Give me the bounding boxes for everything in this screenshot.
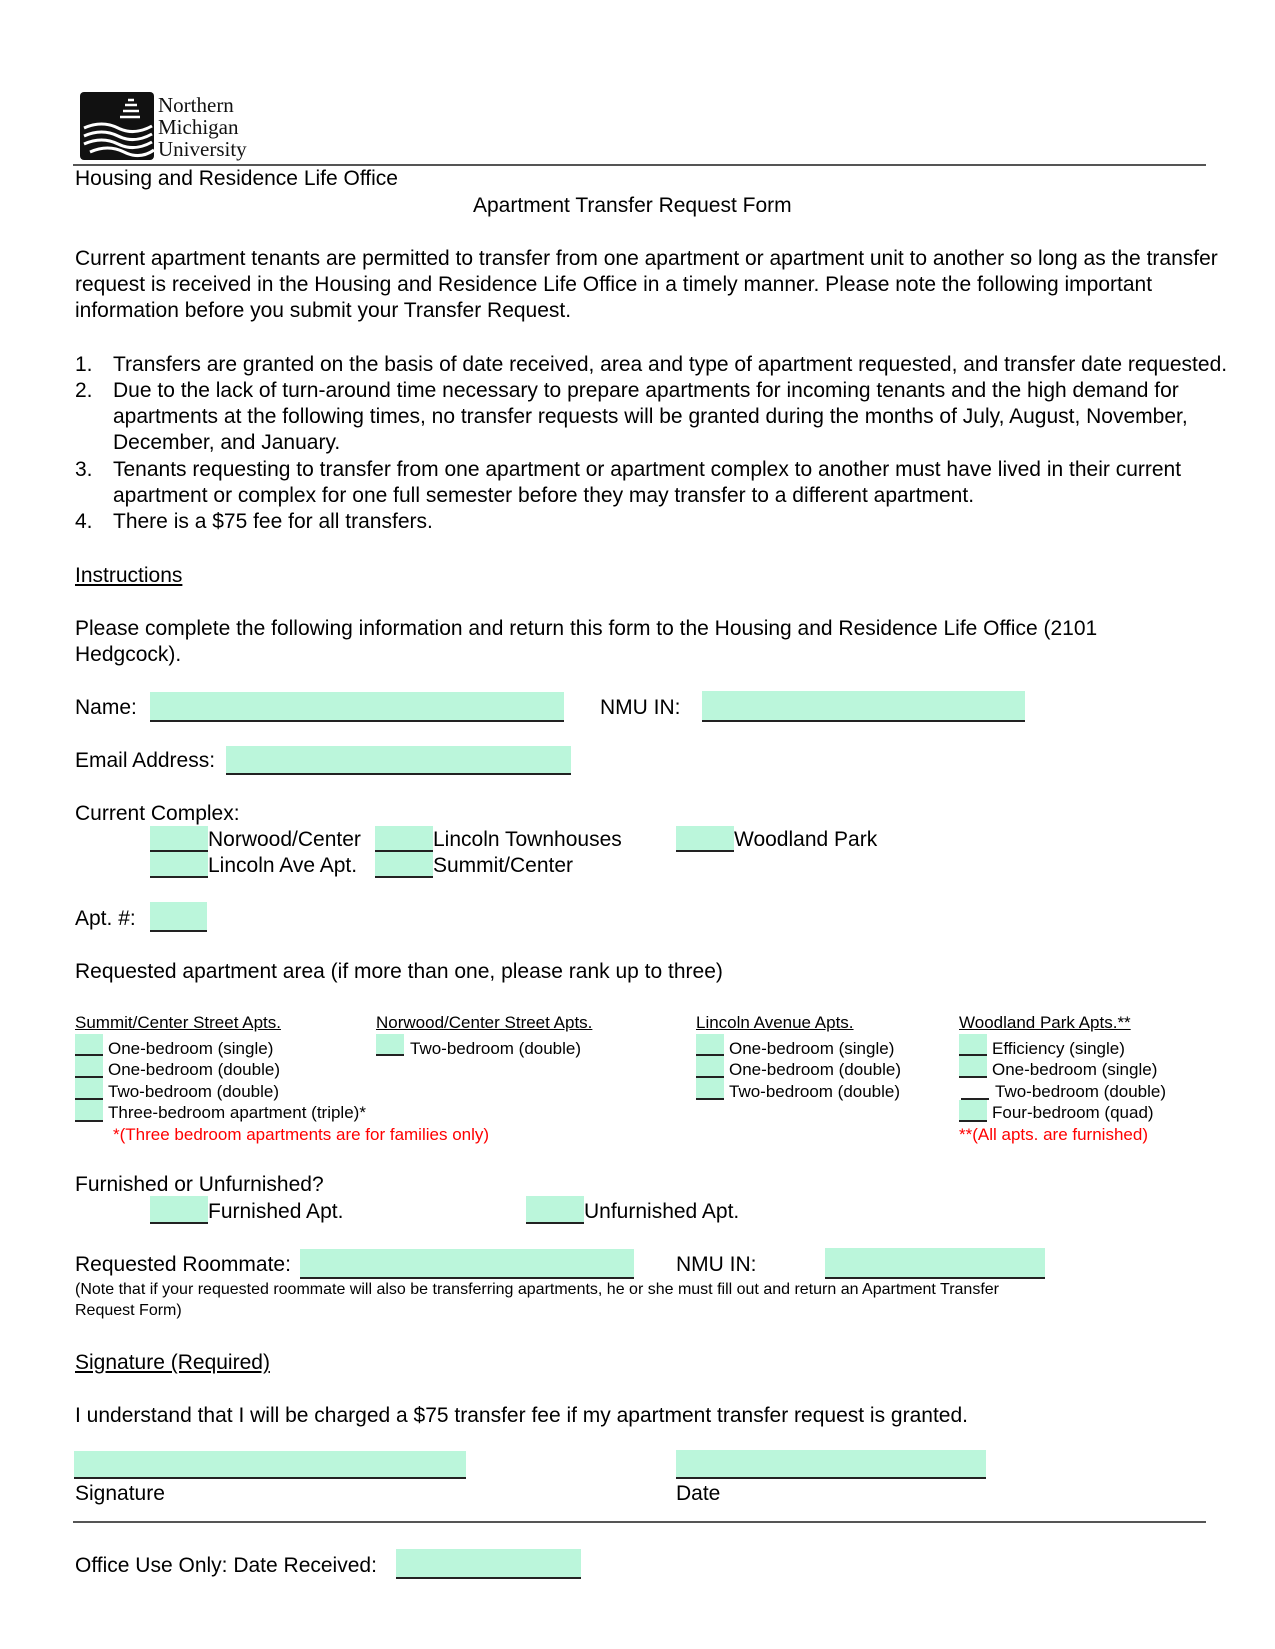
option-blank[interactable]	[75, 1078, 103, 1100]
complex-lincoln-townhouses-blank[interactable]	[375, 826, 433, 852]
option-label: One-bedroom (double)	[729, 1060, 901, 1079]
office-name: Housing and Residence Life Office	[75, 167, 398, 190]
complex-norwood-blank[interactable]	[150, 826, 208, 852]
current-complex-label: Current Complex:	[75, 802, 240, 825]
unfurnished-blank[interactable]	[526, 1196, 584, 1224]
option-blank[interactable]	[959, 1100, 987, 1122]
complex-option-label: Summit/Center	[433, 854, 574, 877]
signature-input[interactable]	[74, 1451, 466, 1479]
rule-text: December, and January.	[113, 431, 341, 454]
option-label: Two-bedroom (double)	[108, 1082, 280, 1101]
option-blank[interactable]	[75, 1034, 103, 1056]
option-label: Efficiency (single)	[992, 1039, 1125, 1058]
rule-text: apartment or complex for one full semester before they may transfer to a different apartment.	[113, 484, 975, 507]
apt-number-input[interactable]	[150, 902, 207, 932]
roommate-nmu-in-label: NMU IN:	[676, 1253, 757, 1276]
complex-lincoln-ave-blank[interactable]	[150, 852, 208, 878]
option-blank[interactable]	[376, 1034, 404, 1056]
option-label: One-bedroom (single)	[729, 1039, 895, 1058]
families-only-note: *(Three bedroom apartments are for families only)	[113, 1125, 490, 1144]
instructions-heading: Instructions	[75, 564, 183, 587]
name-input[interactable]	[150, 692, 564, 722]
rule-text: Due to the lack of turn-around time necessary to prepare apartments for incoming tenants and the high demand for	[113, 379, 1179, 402]
rule-text: Transfers are granted on the basis of date received, area and type of apartment requested, and transfer date requested.	[113, 353, 1228, 376]
option-label: One-bedroom (single)	[108, 1039, 274, 1058]
option-blank[interactable]	[696, 1078, 724, 1100]
signature-heading: Signature (Required)	[75, 1351, 270, 1374]
nmu-in-label: NMU IN:	[600, 696, 681, 719]
nmu-in-input[interactable]	[702, 691, 1025, 722]
intro-line: Current apartment tenants are permitted to transfer from one apartment or apartment unit to another so long as the transfer	[75, 247, 1218, 270]
office-use-label: Office Use Only: Date Received:	[75, 1554, 377, 1577]
furnished-blank[interactable]	[150, 1196, 208, 1224]
logo-line: University	[158, 137, 247, 161]
option-blank[interactable]	[961, 1078, 989, 1100]
rule-number: 4.	[75, 510, 93, 533]
all-furnished-note: **(All apts. are furnished)	[959, 1125, 1148, 1144]
intro-line: information before you submit your Transfer Request.	[75, 299, 572, 322]
rule-text: apartments at the following times, no transfer requests will be granted during the months of July, August, November,	[113, 405, 1188, 428]
complex-woodland-park-blank[interactable]	[676, 826, 734, 852]
nmu-logo-icon	[80, 92, 154, 160]
apt-number-label: Apt. #:	[75, 907, 136, 930]
complex-option-label: Norwood/Center	[208, 828, 361, 851]
option-blank[interactable]	[696, 1056, 724, 1078]
date-label: Date	[676, 1482, 721, 1505]
roommate-label: Requested Roommate:	[75, 1253, 291, 1276]
instructions-line: Please complete the following information and return this form to the Housing and Residence Life Office (2101	[75, 617, 1098, 640]
signature-label: Signature	[75, 1482, 165, 1505]
option-blank[interactable]	[696, 1034, 724, 1056]
option-label: One-bedroom (double)	[108, 1060, 280, 1079]
logo-line: Michigan	[158, 115, 239, 139]
option-blank[interactable]	[959, 1056, 987, 1078]
complex-summit-center-blank[interactable]	[375, 852, 433, 878]
option-blank[interactable]	[75, 1056, 103, 1078]
group-heading-woodland-park: Woodland Park Apts.**	[959, 1013, 1131, 1032]
rule-number: 2.	[75, 379, 93, 402]
logo-line: Northern	[158, 93, 234, 117]
date-received-input[interactable]	[396, 1549, 581, 1579]
option-blank[interactable]	[75, 1100, 103, 1122]
university-name	[158, 94, 247, 160]
email-label: Email Address:	[75, 749, 216, 772]
name-label: Name:	[75, 696, 137, 719]
complex-option-label: Lincoln Ave Apt.	[208, 854, 358, 877]
complex-option-label: Woodland Park	[734, 828, 878, 851]
rule-text: Tenants requesting to transfer from one apartment or apartment complex to another must have lived in their current	[113, 458, 1182, 481]
option-label: Two-bedroom (double)	[410, 1039, 582, 1058]
requested-area-prompt: Requested apartment area (if more than one, please rank up to three)	[75, 960, 723, 983]
furnished-label: Furnished Apt.	[208, 1200, 344, 1223]
option-blank[interactable]	[959, 1034, 987, 1056]
rule-number: 3.	[75, 458, 93, 481]
roommate-input[interactable]	[300, 1249, 634, 1279]
option-label: Three-bedroom apartment (triple)*	[108, 1103, 366, 1122]
instructions-line: Hedgcock).	[75, 643, 182, 666]
furnished-question: Furnished or Unfurnished?	[75, 1173, 324, 1196]
date-input[interactable]	[676, 1450, 986, 1479]
option-label: Two-bedroom (double)	[995, 1082, 1167, 1101]
roommate-note: (Note that if your requested roommate will also be transferring apartments, he or she must fill out and return an Apartment Transfer	[75, 1281, 999, 1298]
email-input[interactable]	[226, 746, 571, 775]
group-heading-lincoln-avenue: Lincoln Avenue Apts.	[696, 1013, 854, 1032]
rule-number: 1.	[75, 353, 93, 376]
roommate-note: Request Form)	[75, 1302, 182, 1319]
footer-divider	[73, 1521, 1206, 1523]
fee-acknowledgement: I understand that I will be charged a $75 transfer fee if my apartment transfer request is granted.	[75, 1404, 968, 1427]
option-label: One-bedroom (single)	[992, 1060, 1158, 1079]
group-heading-summit-center: Summit/Center Street Apts.	[75, 1013, 281, 1032]
unfurnished-label: Unfurnished Apt.	[584, 1200, 740, 1223]
roommate-nmu-in-input[interactable]	[825, 1248, 1045, 1279]
complex-option-label: Lincoln Townhouses	[433, 828, 622, 851]
rule-text: There is a $75 fee for all transfers.	[113, 510, 433, 533]
page-title: Apartment Transfer Request Form	[473, 194, 792, 217]
group-heading-norwood-center: Norwood/Center Street Apts.	[376, 1013, 593, 1032]
option-label: Four-bedroom (quad)	[992, 1103, 1154, 1122]
option-label: Two-bedroom (double)	[729, 1082, 901, 1101]
intro-line: request is received in the Housing and Residence Life Office in a timely manner. Please note the following important	[75, 273, 1153, 296]
